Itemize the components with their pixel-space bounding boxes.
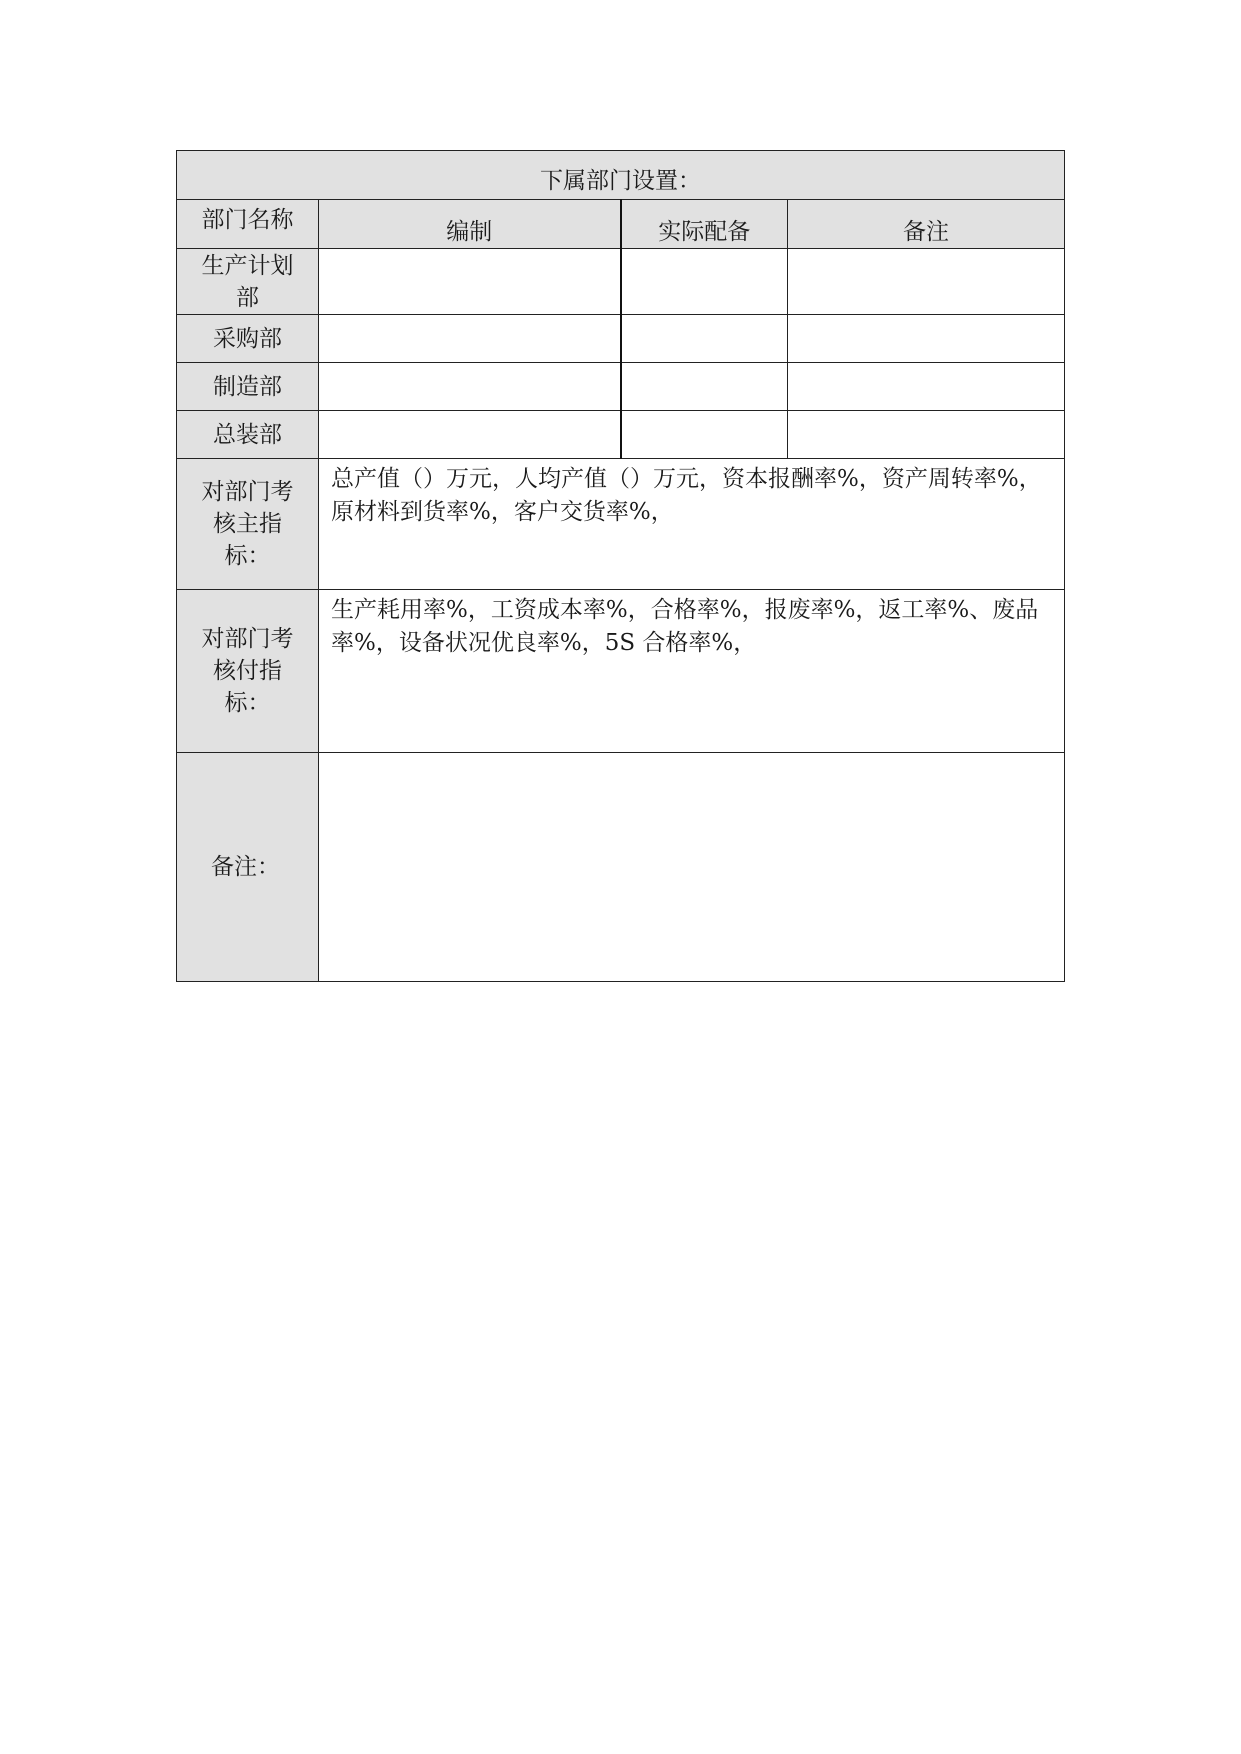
header-remark: 备注 xyxy=(788,200,1065,249)
main-kpi-label-cell xyxy=(177,459,319,590)
main-kpi-label: 对部门考核主指标： xyxy=(201,479,294,569)
actual-cell[interactable] xyxy=(621,411,788,459)
remark-cell[interactable] xyxy=(788,249,1065,315)
sub-kpi-row xyxy=(177,590,1065,753)
establishment-cell[interactable] xyxy=(319,249,621,315)
sub-kpi-label: 对部门考核付指标： xyxy=(201,626,294,716)
main-kpi-text[interactable]: 总产值（）万元，人均产值（）万元，资本报酬率%，资产周转率%，原材料到货率%，客户交货率%， xyxy=(319,459,1065,590)
remark-cell[interactable] xyxy=(788,411,1065,459)
notes-label: 备注： xyxy=(177,753,319,982)
dept-row xyxy=(177,315,1065,363)
notes-row xyxy=(177,753,1065,982)
actual-cell[interactable] xyxy=(621,249,788,315)
header-dept-name: 部门名称 xyxy=(177,200,319,249)
dept-name: 制造部 xyxy=(177,363,319,411)
main-kpi-row xyxy=(177,459,1065,590)
title-row xyxy=(177,151,1065,200)
dept-row xyxy=(177,411,1065,459)
establishment-cell[interactable] xyxy=(319,411,621,459)
dept-name: 采购部 xyxy=(177,315,319,363)
header-row xyxy=(177,200,1065,249)
remark-cell[interactable] xyxy=(788,363,1065,411)
actual-cell[interactable] xyxy=(621,315,788,363)
header-establishment: 编制 xyxy=(319,200,621,249)
dept-name-cell xyxy=(177,249,319,315)
establishment-cell[interactable] xyxy=(319,315,621,363)
form-title: 下属部门设置： xyxy=(177,151,1065,200)
header-actual: 实际配备 xyxy=(621,200,788,249)
sub-kpi-label-cell xyxy=(177,590,319,753)
remark-cell[interactable] xyxy=(788,315,1065,363)
department-setup-table xyxy=(176,150,1065,982)
dept-name: 总装部 xyxy=(177,411,319,459)
dept-row xyxy=(177,363,1065,411)
dept-row xyxy=(177,249,1065,315)
actual-cell[interactable] xyxy=(621,363,788,411)
notes-text[interactable] xyxy=(319,753,1065,982)
sub-kpi-text[interactable]: 生产耗用率%，工资成本率%，合格率%，报废率%，返工率%、废品率%，设备状况优良率%，5S 合格率%， xyxy=(319,590,1065,753)
dept-name: 生产计划部 xyxy=(201,252,294,311)
establishment-cell[interactable] xyxy=(319,363,621,411)
